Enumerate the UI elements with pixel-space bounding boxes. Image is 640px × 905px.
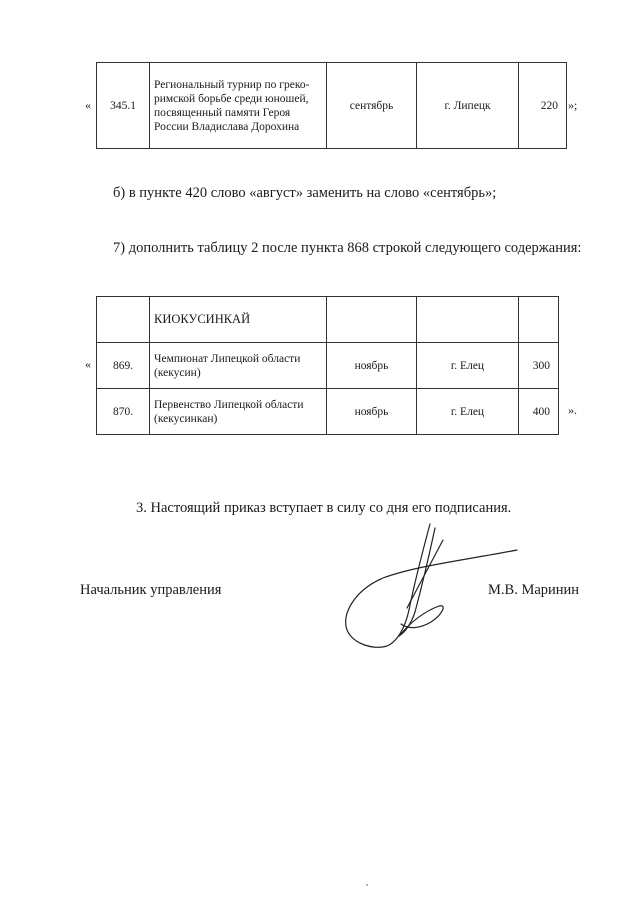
event-place: г. Липецк [417,63,519,149]
table-section-row [97,297,559,343]
table-row [97,343,559,389]
handwritten-signature [335,520,535,660]
row-number: 870. [97,389,150,435]
row-number: 345.1 [97,63,150,149]
signer-position: Начальник управления [80,582,222,598]
table2 [96,296,559,435]
event-month: ноябрь [327,389,417,435]
event-month: ноябрь [327,343,417,389]
table-row [97,63,567,149]
event-name: Первенство Липецкой области (кекусинкан) [150,389,327,435]
event-name: Чемпионат Липецкой области (кекусин) [150,343,327,389]
event-name: Региональный турнир по греко-римской борьбе среди юношей, посвященный памяти Героя России Владислава Дорохина [150,63,327,149]
paragraph-7: 7) дополнить таблицу 2 после пункта 868 строкой следующего содержания: [113,240,582,256]
table1 [96,62,567,149]
event-month: сентябрь [327,63,417,149]
page-speck [366,884,368,886]
event-place: г. Елец [417,389,519,435]
event-place: г. Елец [417,343,519,389]
paragraph-b: б) в пункте 420 слово «август» заменить на слово «сентябрь»; [113,185,497,201]
section-title: КИОКУСИНКАЙ [150,297,327,343]
participant-count: 400 [519,389,559,435]
participant-count: 300 [519,343,559,389]
table2-open-quote: « [85,357,91,371]
participant-count: 220 [519,63,567,149]
row-number: 869. [97,343,150,389]
table1-open-quote: « [85,98,91,112]
table1-close-quote: »; [568,98,578,112]
table2-close-quote: ». [568,403,577,417]
table-row [97,389,559,435]
signer-name: М.В. Маринин [488,582,580,598]
paragraph-3: 3. Настоящий приказ вступает в силу со дня его подписания. [136,500,512,516]
